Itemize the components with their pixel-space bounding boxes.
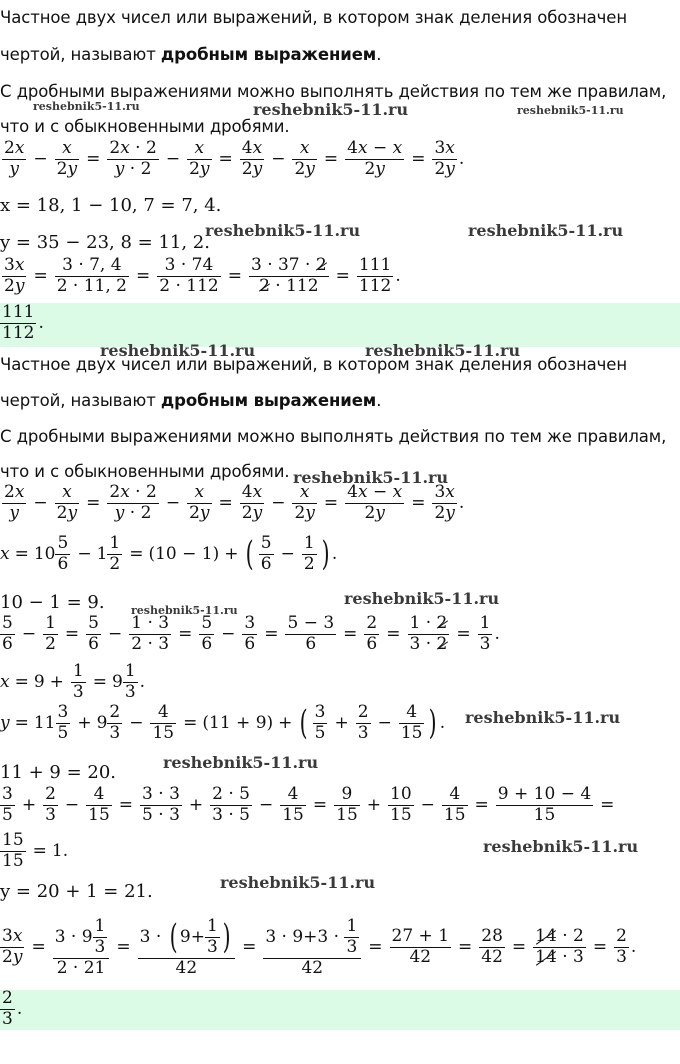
rule-line-2: что и с обыкновенными дробями. xyxy=(0,117,290,136)
definition-line-2 xyxy=(0,45,381,65)
rule-line-2b: что и с обыкновенными дробями. xyxy=(0,462,290,481)
definition-line-1: Частное двух чисел или выражений, в котором знак деления обозначен xyxy=(0,8,628,27)
watermark: reshebnik5-11.ru xyxy=(468,221,624,240)
equation-fraction-sum: $\frac{3}{5}$ + $\frac{2}{3}$ − $\frac{4}{15}$ = $\frac{3 \cdot 3}{5 \cdot 3}$ + $\frac{2 \cdot 5}{3 \cdot 5}$ − $\frac{4}{15}$ = $\frac{9}{15}$ + $\frac{10}{15}$ − $\frac{4}{15}$ = $\frac{9 + 10 - 4}{15}$ = xyxy=(2,784,615,825)
equation-substitute-2: $\frac{3x}{2y}$ = 3 · 9 $\frac{1}{3}$ 2 · 21 = 3 · ( 9+ $\frac{1}{3}$ ) 42 = 3 · 9+3 · $\frac{1}{3}$ 42 = $\frac{27 + 1}{42}$ = $\frac{28}{42}$ = $\frac{14 \cdot 2}{14 \cdot 3}$ = $\frac{2}{3}$ . xyxy=(2,916,637,978)
watermark: reshebnik5-11.ru xyxy=(163,753,319,772)
watermark: reshebnik5-11.ru xyxy=(517,104,624,117)
definition-text-b: чертой, называют xyxy=(0,391,161,410)
equation-fraction-one: $\frac{15}{15}$ = 1. xyxy=(2,830,69,871)
watermark: reshebnik5-11.ru xyxy=(253,100,409,119)
definition-text: чертой, называют xyxy=(0,45,161,64)
answer-denominator-2: 3 xyxy=(2,1008,13,1029)
watermark: reshebnik5-11.ru xyxy=(483,837,639,856)
x-value-1: x = 18, 1 − 10, 7 = 7, 4. xyxy=(0,195,222,216)
answer-numerator-2: 2 xyxy=(2,988,13,1008)
diff-10-1: 10 − 1 = 9. xyxy=(0,592,105,613)
equation-fraction-diff: $\frac{5}{6}$ − $\frac{1}{2}$ = $\frac{5}{6}$ − $\frac{1 \cdot 3}{2 \cdot 3}$ = $\frac{5}{6}$ − $\frac{3}{6}$ = $\frac{5 - 3}{6}$ = $\frac{2}{6}$ = $\frac{1 \cdot 2}{3 \cdot 2}$ = $\frac{1}{3}$ . xyxy=(2,613,500,654)
watermark: reshebnik5-11.ru xyxy=(205,221,361,240)
equation-simplify-1: $\frac{2x}{y}$ − $\frac{x}{2y}$ = $\frac{2x \cdot 2}{y \cdot 2}$ − $\frac{x}{2y}$ = $\frac{4x}{2y}$ − $\frac{x}{2y}$ = $\frac{4x - x}{2y}$ = $\frac{3x}{2y}$ . xyxy=(4,138,465,179)
rule-line-1b: С дробными выражениями можно выполнять действия по тем же правилам, xyxy=(0,427,667,446)
answer-band-2 xyxy=(0,990,680,1030)
y-result-2: y = 20 + 1 = 21. xyxy=(0,881,153,902)
answer-2: $\frac{2}{3}$ . xyxy=(2,988,23,1029)
sum-11-9: 11 + 9 = 20. xyxy=(0,762,117,783)
watermark: reshebnik5-11.ru xyxy=(293,468,449,487)
definition-line-1b: Частное двух чисел или выражений, в котором знак деления обозначен xyxy=(0,355,628,374)
answer-numerator: 111 xyxy=(2,301,35,322)
definition-punct: . xyxy=(376,45,382,64)
definition-punct-b: . xyxy=(376,391,382,410)
watermark: reshebnik5-11.ru xyxy=(365,341,521,360)
term-bold-b: дробным выражением xyxy=(160,391,377,410)
x-value-2: x = 10 $\frac{5}{6}$ − 1 $\frac{1}{2}$ = (10 − 1) + ( $\frac{5}{6}$ − $\frac{1}{2}$ ) . xyxy=(0,533,338,575)
equation-substitute-1: $\frac{3x}{2y}$ = $\frac{3 \cdot 7, 4}{2 \cdot 11, 2}$ = $\frac{3 \cdot 74}{2 \cdot 112}$ = $\frac{3 \cdot 37 \cdot 2}{2 \cdot 112}$ = $\frac{111}{112}$ . xyxy=(4,255,401,296)
x-result-2: x = 9 + $\frac{1}{3}$ = 9 $\frac{1}{3}$ . xyxy=(0,661,146,702)
watermark: reshebnik5-11.ru xyxy=(100,341,256,360)
y-value-1: y = 35 − 23, 8 = 11, 2. xyxy=(0,232,210,253)
equation-simplify-2: $\frac{2x}{y}$ − $\frac{x}{2y}$ = $\frac{2x \cdot 2}{y \cdot 2}$ − $\frac{x}{2y}$ = $\frac{4x}{2y}$ − $\frac{x}{2y}$ = $\frac{4x - x}{2y}$ = $\frac{3x}{2y}$ . xyxy=(4,482,465,523)
y-value-2: y = 11 $\frac{3}{5}$ + 9 $\frac{2}{3}$ − $\frac{4}{15}$ = (11 + 9) + ( $\frac{3}{5}$ + $\frac{2}{3}$ − $\frac{4}{15}$ ) . xyxy=(0,702,446,744)
watermark: reshebnik5-11.ru xyxy=(465,708,621,727)
term-bold: дробным выражением xyxy=(160,45,377,64)
watermark: reshebnik5-11.ru xyxy=(33,100,140,113)
answer-1: $\frac{111}{112}$ . xyxy=(2,301,44,343)
watermark: reshebnik5-11.ru xyxy=(220,873,376,892)
watermark: reshebnik5-11.ru xyxy=(344,589,500,608)
watermark: reshebnik5-11.ru xyxy=(131,604,238,617)
answer-denominator: 112 xyxy=(2,322,35,343)
rule-line-1: С дробными выражениями можно выполнять действия по тем же правилам, xyxy=(0,82,667,101)
definition-line-2b xyxy=(0,391,381,411)
